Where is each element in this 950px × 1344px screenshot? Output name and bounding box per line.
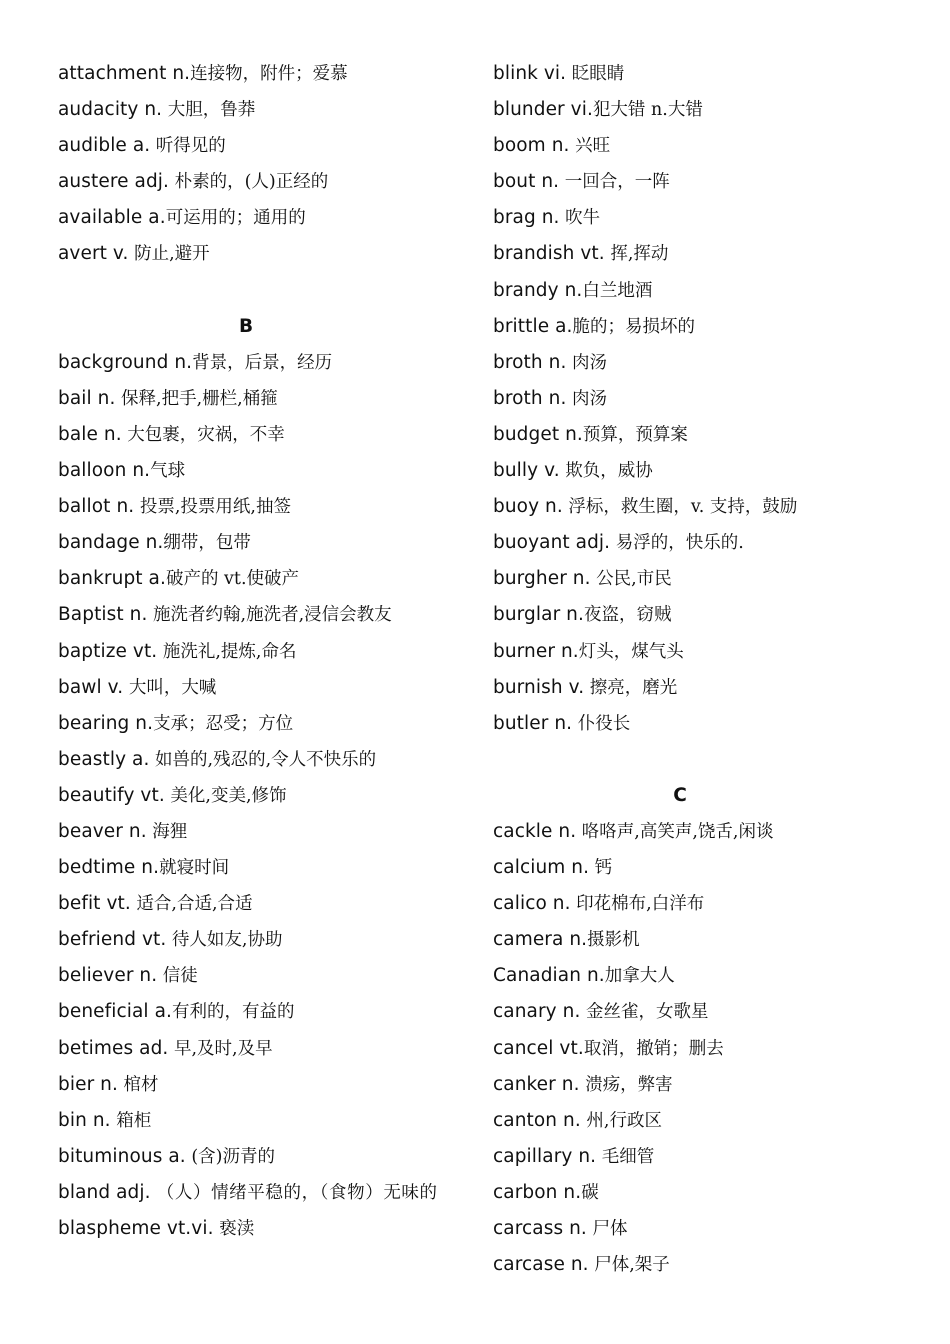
entry-definition: 施洗者约翰,施洗者,浸信会教友 [147, 605, 392, 626]
entry-definition: 就寝时间 [159, 858, 230, 879]
entry-part-of-speech: a. [132, 135, 151, 157]
a-entry-list [58, 56, 463, 273]
vocab-entry [493, 309, 893, 345]
entry-part-of-speech: vt. [132, 640, 158, 662]
entry-part-of-speech: a. [148, 207, 166, 229]
entry-part-of-speech: v. [112, 243, 129, 265]
entry-word: avert [58, 243, 108, 265]
entry-part-of-speech: v. [107, 676, 124, 698]
entry-part-of-speech: adj. [575, 532, 611, 554]
entry-definition: 保释,把手,栅栏,桶箍 [115, 388, 278, 409]
vocab-entry [58, 164, 463, 200]
entry-part-of-speech: vi. [570, 99, 593, 121]
entry-part-of-speech: n. [569, 929, 588, 951]
entry-word: Baptist [58, 604, 124, 626]
vocab-entry [493, 164, 893, 200]
entry-definition: 投票,投票用纸,抽签 [134, 497, 291, 518]
entry-word: cancel [493, 1037, 554, 1059]
vocab-entry [493, 525, 893, 561]
vocab-entry [493, 417, 893, 453]
entry-definition: 吹牛 [559, 208, 601, 229]
entry-word: cackle [493, 820, 553, 842]
vocab-entry [58, 1031, 463, 1067]
entry-word: befit [58, 893, 101, 915]
entry-definition: 信徒 [157, 966, 198, 987]
section-gap [493, 742, 893, 778]
entry-word: bale [58, 423, 99, 445]
entry-word: bandage [58, 532, 140, 554]
vocab-entry [58, 525, 463, 561]
vocab-entry [493, 1211, 893, 1247]
entry-definition: 如兽的,残忍的,令人不快乐的 [149, 749, 377, 770]
entry-word: bankrupt [58, 568, 143, 590]
entry-part-of-speech: vt.vi. [166, 1218, 214, 1239]
entry-definition: 碳 [581, 1182, 599, 1203]
entry-definition: 防止,避开 [128, 244, 210, 265]
entry-part-of-speech: v. [568, 676, 585, 698]
entry-definition: 擦亮，磨光 [584, 677, 678, 698]
left-column [58, 56, 463, 1247]
vocab-entry [493, 561, 893, 597]
entry-part-of-speech: n. [97, 387, 116, 409]
entry-word: burglar [493, 604, 561, 626]
vocab-entry [493, 1139, 893, 1175]
entry-definition: 仆役长 [572, 713, 631, 734]
vocab-entry [58, 778, 463, 814]
entry-definition: 朴素的，(人)正经的 [169, 172, 329, 193]
c-entry-list [493, 814, 893, 1283]
entry-part-of-speech: a. [148, 568, 166, 590]
entry-definition: 州,行政区 [580, 1110, 662, 1131]
vocab-entry [493, 1031, 893, 1067]
entry-part-of-speech: vt. [559, 1037, 584, 1059]
entry-part-of-speech: n. [561, 1073, 580, 1095]
vocab-entry [493, 634, 893, 670]
entry-part-of-speech: n. [552, 893, 571, 915]
entry-part-of-speech: n. [100, 1073, 118, 1095]
entry-part-of-speech: n. [172, 63, 191, 84]
entry-word: bland [58, 1181, 111, 1203]
entry-word: bin [58, 1109, 87, 1131]
entry-part-of-speech: vt. [141, 929, 167, 951]
entry-part-of-speech: n. [569, 1218, 587, 1239]
entry-word: carcass [493, 1218, 564, 1239]
entry-word: audacity [58, 99, 139, 121]
entry-part-of-speech: n. [135, 712, 154, 734]
entry-part-of-speech: n. [548, 351, 567, 373]
vocab-entry [493, 597, 893, 633]
entry-definition: 公民,市民 [590, 569, 672, 590]
vocab-entry [58, 128, 463, 164]
section-gap [58, 273, 463, 309]
right-column [493, 56, 893, 1283]
vocab-entry [58, 381, 463, 417]
entry-definition: 欺负，威协 [559, 461, 653, 482]
vocab-entry [58, 670, 463, 706]
vocab-entry [493, 200, 893, 236]
vocab-entry [493, 922, 893, 958]
entry-definition: 肉汤 [566, 352, 608, 373]
vocab-entry [493, 814, 893, 850]
vocab-entry [58, 922, 463, 958]
entry-definition: 绷带，包带 [163, 533, 251, 554]
entry-definition: 尸体 [586, 1219, 628, 1239]
vocab-entry [58, 742, 463, 778]
entry-word: available [58, 207, 143, 229]
vocab-entry [58, 345, 463, 381]
entry-word: butler [493, 712, 549, 734]
vocab-entry [58, 1103, 463, 1139]
entry-word: blink [493, 63, 538, 84]
vocab-entry [493, 345, 893, 381]
entry-word: balloon [58, 460, 127, 482]
entry-word: austere [58, 171, 129, 193]
entry-word: blaspheme [58, 1218, 162, 1239]
entry-part-of-speech: vt. [140, 784, 165, 806]
section-heading-c: C [673, 784, 687, 806]
entry-definition: 肉汤 [566, 388, 608, 409]
entry-part-of-speech: n. [132, 460, 151, 482]
entry-word: buoy [493, 496, 540, 518]
entry-definition: 美化,变美,修饰 [164, 785, 287, 806]
entry-word: beautify [58, 784, 135, 806]
entry-definition: 溃疡，弊害 [579, 1074, 673, 1095]
entry-definition: 脆的；易损坏的 [572, 316, 696, 337]
vocab-entry [58, 453, 463, 489]
entry-definition: 背景，后景，经历 [192, 352, 333, 373]
vocab-entry [493, 1247, 893, 1283]
entry-definition: （人）情绪平稳的，（食物）无味的 [150, 1182, 438, 1203]
vocab-entry [493, 1067, 893, 1103]
entry-part-of-speech: n. [566, 604, 584, 626]
entry-part-of-speech: n. [572, 568, 591, 590]
entry-definition: 大包裹，灾祸，不幸 [121, 424, 285, 445]
entry-definition: 白兰地酒 [582, 280, 653, 301]
entry-definition: 可运用的；通用的 [165, 208, 306, 229]
b-entry-list-continued [493, 56, 893, 742]
entry-word: bout [493, 171, 536, 193]
entry-definition: 毛细管 [596, 1146, 655, 1167]
entry-part-of-speech: n. [144, 99, 163, 121]
entry-word: burgher [493, 568, 567, 590]
entry-definition: 箱柜 [110, 1110, 152, 1131]
vocab-entry [493, 381, 893, 417]
entry-part-of-speech: n. [145, 532, 164, 554]
entry-definition: 易浮的，快乐的. [610, 533, 744, 554]
entry-definition: 取消，撤销；删去 [583, 1038, 724, 1059]
entry-word: boom [493, 135, 546, 157]
entry-definition: 亵渎 [213, 1219, 255, 1239]
entry-part-of-speech: v. [544, 460, 560, 482]
vocab-entry [58, 1211, 463, 1247]
entry-word: betimes [58, 1037, 134, 1059]
entry-part-of-speech: vi. [543, 63, 567, 84]
entry-word: befriend [58, 929, 137, 951]
entry-part-of-speech: n. [103, 423, 122, 445]
entry-part-of-speech: adj. [134, 171, 170, 193]
entry-word: ballot [58, 496, 111, 518]
entry-definition: 眨眼睛 [566, 64, 625, 84]
vocab-entry [58, 958, 463, 994]
entry-word: broth [493, 351, 543, 373]
entry-part-of-speech: n. [541, 171, 560, 193]
entry-definition: 连接物，附件；爱慕 [190, 64, 348, 84]
section-heading-b: B [238, 315, 254, 337]
entry-part-of-speech: n. [545, 496, 563, 518]
entry-definition: 摄影机 [587, 930, 640, 951]
entry-word: beaver [58, 820, 123, 842]
entry-definition: 破产的 vt.使破产 [165, 569, 300, 590]
entry-definition: 听得见的 [150, 136, 226, 157]
vocab-entry [58, 200, 463, 236]
entry-part-of-speech: n. [548, 387, 567, 409]
entry-definition: (含)沥青的 [185, 1146, 275, 1167]
entry-part-of-speech: n. [564, 279, 583, 301]
entry-part-of-speech: a. [555, 315, 573, 337]
entry-word: carcase [493, 1254, 565, 1276]
entry-word: brandish [493, 243, 575, 265]
entry-part-of-speech: a. [154, 1001, 172, 1023]
entry-definition: 兴旺 [569, 136, 611, 157]
vocab-entry [58, 886, 463, 922]
entry-word: burnish [493, 676, 563, 698]
vocab-entry [58, 92, 463, 128]
entry-part-of-speech: n. [563, 1181, 582, 1203]
entry-definition: 浮标，救生圈，v. 支持，鼓励 [562, 497, 798, 518]
vocab-entry [58, 706, 463, 742]
entry-word: bully [493, 460, 539, 482]
entry-word: burner [493, 640, 556, 662]
vocab-entry [493, 128, 893, 164]
vocab-entry [493, 994, 893, 1030]
entry-word: carbon [493, 1181, 558, 1203]
entry-definition: 钙 [589, 858, 613, 879]
entry-definition: 灯头，煤气头 [578, 641, 684, 662]
entry-word: bedtime [58, 857, 136, 879]
vocab-entry [58, 1067, 463, 1103]
entry-word: bail [58, 387, 92, 409]
vocab-entry [493, 453, 893, 489]
entry-definition: 咯咯声,高笑声,饶舌,闲谈 [576, 821, 774, 842]
entry-word: blunder [493, 99, 565, 121]
vocab-entry [58, 814, 463, 850]
entry-word: Canadian [493, 965, 582, 987]
entry-part-of-speech: n. [141, 857, 160, 879]
vocab-entry [493, 273, 893, 309]
entry-definition: 挥,挥动 [604, 244, 669, 265]
entry-part-of-speech: n. [92, 1109, 111, 1131]
vocab-entry [493, 56, 893, 92]
vocab-entry [58, 1175, 463, 1211]
entry-definition: 夜盗，窃贼 [583, 605, 672, 626]
entry-part-of-speech: n. [563, 1109, 581, 1131]
entry-definition: 尸体,架子 [588, 1255, 670, 1276]
entry-word: budget [493, 423, 560, 445]
entry-definition: 适合,合适,合适 [130, 894, 253, 915]
entry-word: calcium [493, 857, 566, 879]
entry-part-of-speech: n. [116, 496, 135, 518]
entry-word: audible [58, 135, 127, 157]
entry-word: camera [493, 929, 564, 951]
vocab-entry [58, 634, 463, 670]
vocab-entry [493, 1103, 893, 1139]
entry-word: bier [58, 1073, 95, 1095]
vocab-entry [493, 670, 893, 706]
vocab-entry [493, 886, 893, 922]
entry-definition: 支承；忍受；方位 [153, 713, 294, 734]
entry-word: bearing [58, 712, 130, 734]
entry-part-of-speech: n. [554, 712, 573, 734]
entry-word: brag [493, 207, 536, 229]
entry-word: capillary [493, 1145, 573, 1167]
vocab-entry [493, 489, 893, 525]
entry-part-of-speech: n. [562, 1001, 581, 1023]
entry-part-of-speech: n. [578, 1145, 597, 1167]
entry-word: buoyant [493, 532, 570, 554]
vocab-entry [58, 1139, 463, 1175]
entry-part-of-speech: n. [565, 423, 583, 445]
entry-word: canary [493, 1001, 557, 1023]
entry-definition: 大叫，大喊 [123, 677, 217, 698]
vocab-entry [493, 958, 893, 994]
entry-part-of-speech: vt. [580, 243, 605, 265]
vocab-entry [58, 597, 463, 633]
vocab-entry [58, 236, 463, 272]
entry-part-of-speech: a. [168, 1145, 186, 1167]
entry-definition: 有利的，有益的 [172, 1002, 295, 1023]
entry-definition: 大胆，鲁莽 [162, 100, 256, 121]
entry-definition: 施洗礼,提炼,命名 [157, 641, 297, 662]
entry-word: believer [58, 965, 134, 987]
entry-part-of-speech: n. [560, 640, 579, 662]
entry-word: bituminous [58, 1145, 163, 1167]
vocab-entry [493, 236, 893, 272]
vocab-entry [58, 489, 463, 525]
entry-part-of-speech: n. [551, 135, 570, 157]
entry-part-of-speech: n. [570, 1254, 589, 1276]
entry-part-of-speech: n. [129, 604, 148, 626]
entry-part-of-speech: n. [586, 965, 605, 987]
vocab-entry [58, 56, 463, 92]
entry-word: beastly [58, 748, 127, 770]
entry-word: brandy [493, 279, 559, 301]
entry-definition: 待人如友,协助 [166, 930, 283, 951]
entry-part-of-speech: vt. [106, 893, 131, 915]
entry-definition: 一回合，一阵 [559, 172, 670, 193]
entry-word: canton [493, 1109, 558, 1131]
entry-definition: 印花棉布,白洋布 [570, 894, 705, 915]
entry-part-of-speech: adj. [116, 1181, 151, 1203]
entry-part-of-speech: n. [541, 207, 560, 229]
vocab-entry [493, 706, 893, 742]
entry-word: bawl [58, 676, 102, 698]
entry-part-of-speech: n. [571, 857, 590, 879]
vocab-entry [58, 994, 463, 1030]
entry-definition: 加拿大人 [604, 966, 675, 987]
entry-word: attachment [58, 63, 167, 84]
b-entry-list [58, 345, 463, 1247]
entry-word: brittle [493, 315, 550, 337]
entry-definition: 气球 [150, 461, 186, 482]
entry-part-of-speech: ad. [139, 1037, 169, 1059]
vocab-entry [493, 1175, 893, 1211]
entry-word: baptize [58, 640, 128, 662]
entry-word: canker [493, 1073, 556, 1095]
entry-part-of-speech: n. [558, 820, 577, 842]
entry-word: broth [493, 387, 543, 409]
entry-word: calico [493, 893, 547, 915]
entry-part-of-speech: a. [132, 748, 150, 770]
vocab-entry [58, 561, 463, 597]
entry-part-of-speech: n. [139, 965, 158, 987]
entry-part-of-speech: n. [128, 820, 147, 842]
entry-definition: 棺材 [117, 1074, 159, 1095]
entry-word: background [58, 351, 169, 373]
entry-part-of-speech: n. [174, 351, 193, 373]
entry-definition: 金丝雀，女歌星 [580, 1002, 709, 1023]
vocab-entry [493, 850, 893, 886]
entry-definition: 早,及时,及早 [168, 1038, 273, 1059]
vocab-entry [58, 417, 463, 453]
entry-definition: 海狸 [146, 821, 188, 842]
vocabulary-page [0, 56, 950, 1326]
entry-definition: 预算，预算案 [582, 424, 688, 445]
vocab-entry [58, 850, 463, 886]
entry-word: beneficial [58, 1001, 149, 1023]
vocab-entry [493, 92, 893, 128]
entry-definition: 犯大错 n.大错 [592, 100, 703, 121]
